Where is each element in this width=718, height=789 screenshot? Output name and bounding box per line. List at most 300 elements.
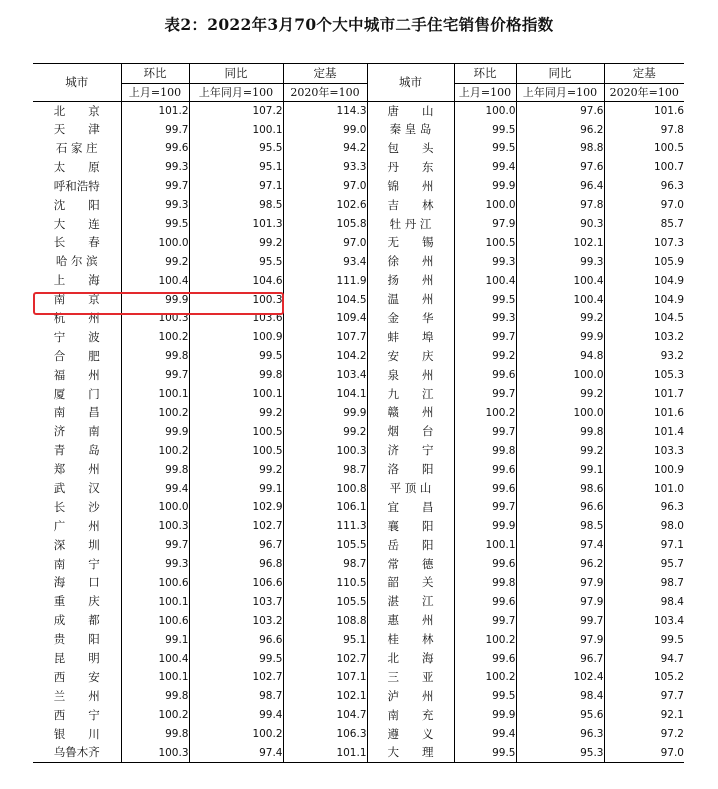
right-city-name: 九 江 — [367, 385, 454, 404]
table-row — [33, 385, 684, 404]
left-mom-value: 99.7 — [121, 177, 189, 196]
table-row — [33, 272, 684, 291]
left-base-value: 94.2 — [283, 139, 367, 158]
right-base-value: 93.2 — [604, 347, 684, 366]
right-base-value: 107.3 — [604, 234, 684, 253]
left-base-value: 93.4 — [283, 253, 367, 272]
left-yoy-value: 99.5 — [189, 347, 283, 366]
left-city-name: 南 京 — [53, 292, 100, 307]
left-mom-value: 99.1 — [121, 630, 189, 649]
city-header-right: 城市 — [367, 64, 454, 102]
right-mom-value: 99.2 — [454, 347, 516, 366]
right-city-name: 洛 阳 — [367, 460, 454, 479]
mom-subheader-left: 上月=100 — [121, 84, 189, 102]
left-yoy-value: 97.4 — [189, 744, 283, 763]
right-city-name: 安 庆 — [367, 347, 454, 366]
right-base-value: 105.3 — [604, 366, 684, 385]
left-city-name: 海 口 — [53, 575, 100, 590]
table-row — [33, 102, 684, 121]
table-row — [33, 744, 684, 763]
right-mom-value: 100.0 — [454, 196, 516, 215]
right-base-value: 104.9 — [604, 290, 684, 309]
left-yoy-value: 100.1 — [189, 120, 283, 139]
mom-header-left: 环比 — [121, 64, 189, 84]
left-yoy-value: 103.7 — [189, 593, 283, 612]
left-mom-value: 101.2 — [121, 102, 189, 121]
right-city-name: 大 理 — [367, 744, 454, 763]
right-city-name: 惠 州 — [367, 612, 454, 631]
right-mom-value: 99.6 — [454, 593, 516, 612]
right-mom-value: 99.6 — [454, 479, 516, 498]
right-city-name: 赣 州 — [367, 404, 454, 423]
right-yoy-value: 97.9 — [516, 574, 604, 593]
table-row — [33, 196, 684, 215]
left-city-name: 沈 阳 — [53, 197, 100, 212]
right-yoy-value: 100.4 — [516, 272, 604, 291]
left-yoy-value: 100.9 — [189, 328, 283, 347]
left-mom-value: 99.4 — [121, 479, 189, 498]
left-city-name: 青 岛 — [53, 443, 100, 458]
right-base-value: 97.7 — [604, 687, 684, 706]
left-base-value: 106.3 — [283, 725, 367, 744]
table-row — [33, 687, 684, 706]
table-row — [33, 366, 684, 385]
left-yoy-value: 96.6 — [189, 630, 283, 649]
left-base-value: 111.3 — [283, 517, 367, 536]
base-header-right: 定基 — [604, 64, 684, 84]
left-yoy-value: 98.7 — [189, 687, 283, 706]
left-city-name: 大 连 — [53, 216, 100, 231]
right-base-value: 98.0 — [604, 517, 684, 536]
table-row — [33, 234, 684, 253]
right-city-name: 丹 东 — [367, 158, 454, 177]
right-yoy-value: 102.4 — [516, 668, 604, 687]
right-city-name: 烟 台 — [367, 423, 454, 442]
right-base-value: 100.5 — [604, 139, 684, 158]
table-row — [33, 517, 684, 536]
table-row — [33, 404, 684, 423]
right-city-name: 包 头 — [367, 139, 454, 158]
left-yoy-value: 102.9 — [189, 498, 283, 517]
left-city-name: 石 家 庄 — [55, 140, 98, 155]
right-mom-value: 100.0 — [454, 102, 516, 121]
right-base-value: 97.0 — [604, 744, 684, 763]
right-base-value: 98.4 — [604, 593, 684, 612]
right-city-name: 蚌 埠 — [367, 328, 454, 347]
right-mom-value: 99.6 — [454, 555, 516, 574]
table-row — [33, 139, 684, 158]
left-base-value: 98.7 — [283, 555, 367, 574]
left-base-value: 100.3 — [283, 442, 367, 461]
left-city-name: 南 昌 — [53, 405, 100, 420]
right-city-name: 秦 皇 岛 — [367, 120, 454, 139]
left-base-value: 111.9 — [283, 272, 367, 291]
left-yoy-value: 99.2 — [189, 460, 283, 479]
left-yoy-value: 103.2 — [189, 612, 283, 631]
right-mom-value: 99.7 — [454, 498, 516, 517]
right-yoy-value: 95.6 — [516, 706, 604, 725]
left-yoy-value: 102.7 — [189, 668, 283, 687]
left-mom-value: 100.6 — [121, 574, 189, 593]
left-base-value: 102.6 — [283, 196, 367, 215]
left-base-value: 104.5 — [283, 290, 367, 309]
right-mom-value: 99.5 — [454, 744, 516, 763]
right-yoy-value: 99.2 — [516, 309, 604, 328]
left-base-value: 108.8 — [283, 612, 367, 631]
right-city-name: 北 海 — [367, 649, 454, 668]
table-row — [33, 347, 684, 366]
right-mom-value: 99.9 — [454, 177, 516, 196]
right-city-name: 平 顶 山 — [367, 479, 454, 498]
right-base-value: 95.7 — [604, 555, 684, 574]
left-city-name: 广 州 — [53, 518, 100, 533]
right-mom-value: 99.6 — [454, 460, 516, 479]
left-base-value: 104.2 — [283, 347, 367, 366]
table-row — [33, 215, 684, 234]
right-base-value: 101.6 — [604, 102, 684, 121]
right-yoy-value: 100.0 — [516, 366, 604, 385]
base-header-left: 定基 — [283, 64, 367, 84]
base-subheader-right: 2020年=100 — [604, 84, 684, 102]
left-yoy-value: 95.5 — [189, 139, 283, 158]
left-mom-value: 99.5 — [121, 215, 189, 234]
right-base-value: 96.3 — [604, 177, 684, 196]
right-yoy-value: 99.8 — [516, 423, 604, 442]
right-base-value: 103.4 — [604, 612, 684, 631]
table-row — [33, 120, 684, 139]
right-mom-value: 99.7 — [454, 612, 516, 631]
left-base-value: 106.1 — [283, 498, 367, 517]
left-yoy-value: 98.5 — [189, 196, 283, 215]
right-base-value: 100.9 — [604, 460, 684, 479]
left-city-name: 银 川 — [53, 726, 100, 741]
right-city-name: 温 州 — [367, 290, 454, 309]
right-base-value: 104.9 — [604, 272, 684, 291]
right-mom-value: 99.7 — [454, 423, 516, 442]
left-mom-value: 100.1 — [121, 385, 189, 404]
right-city-name: 唐 山 — [367, 102, 454, 121]
right-base-value: 100.7 — [604, 158, 684, 177]
table-row — [33, 536, 684, 555]
left-base-value: 100.8 — [283, 479, 367, 498]
right-yoy-value: 96.4 — [516, 177, 604, 196]
left-mom-value: 99.2 — [121, 253, 189, 272]
left-yoy-value: 99.5 — [189, 649, 283, 668]
right-base-value: 85.7 — [604, 215, 684, 234]
left-city-name: 哈 尔 滨 — [55, 254, 98, 269]
right-yoy-value: 97.4 — [516, 536, 604, 555]
right-yoy-value: 99.7 — [516, 612, 604, 631]
left-mom-value: 100.0 — [121, 498, 189, 517]
left-mom-value: 100.2 — [121, 442, 189, 461]
right-mom-value: 99.5 — [454, 290, 516, 309]
right-mom-value: 100.2 — [454, 404, 516, 423]
left-city-name: 天 津 — [53, 122, 100, 137]
left-base-value: 93.3 — [283, 158, 367, 177]
right-base-value: 97.8 — [604, 120, 684, 139]
right-mom-value: 100.4 — [454, 272, 516, 291]
right-yoy-value: 95.3 — [516, 744, 604, 763]
right-city-name: 扬 州 — [367, 272, 454, 291]
left-mom-value: 100.2 — [121, 404, 189, 423]
left-city-name: 西 安 — [53, 669, 100, 684]
table-row — [33, 253, 684, 272]
right-city-name: 济 宁 — [367, 442, 454, 461]
left-base-value: 103.4 — [283, 366, 367, 385]
left-city-name: 太 原 — [53, 159, 100, 174]
left-city-name: 济 南 — [53, 424, 100, 439]
left-mom-value: 100.3 — [121, 517, 189, 536]
table-row — [33, 290, 684, 309]
right-base-value: 97.0 — [604, 196, 684, 215]
left-base-value: 107.1 — [283, 668, 367, 687]
right-mom-value: 97.9 — [454, 215, 516, 234]
left-yoy-value: 95.5 — [189, 253, 283, 272]
left-base-value: 105.5 — [283, 593, 367, 612]
right-yoy-value: 97.8 — [516, 196, 604, 215]
right-base-value: 97.2 — [604, 725, 684, 744]
right-yoy-value: 98.4 — [516, 687, 604, 706]
right-base-value: 101.4 — [604, 423, 684, 442]
left-base-value: 98.7 — [283, 460, 367, 479]
right-mom-value: 100.2 — [454, 668, 516, 687]
left-yoy-value: 100.2 — [189, 725, 283, 744]
right-mom-value: 100.2 — [454, 630, 516, 649]
right-yoy-value: 98.5 — [516, 517, 604, 536]
right-base-value: 101.6 — [604, 404, 684, 423]
right-yoy-value: 97.9 — [516, 630, 604, 649]
left-city-name: 昆 明 — [53, 651, 100, 666]
right-yoy-value: 100.4 — [516, 290, 604, 309]
left-yoy-value: 100.5 — [189, 423, 283, 442]
table-row — [33, 328, 684, 347]
left-base-value: 109.4 — [283, 309, 367, 328]
left-yoy-value: 100.3 — [189, 290, 283, 309]
right-yoy-value: 97.9 — [516, 593, 604, 612]
left-base-value: 107.7 — [283, 328, 367, 347]
right-mom-value: 100.5 — [454, 234, 516, 253]
left-mom-value: 100.4 — [121, 649, 189, 668]
left-city-name: 呼和浩特 — [53, 178, 100, 193]
left-mom-value: 100.1 — [121, 593, 189, 612]
left-yoy-value: 99.1 — [189, 479, 283, 498]
left-yoy-value: 97.1 — [189, 177, 283, 196]
left-mom-value: 99.3 — [121, 196, 189, 215]
right-base-value: 105.2 — [604, 668, 684, 687]
right-city-name: 金 华 — [367, 309, 454, 328]
right-mom-value: 99.6 — [454, 649, 516, 668]
left-mom-value: 99.3 — [121, 555, 189, 574]
right-mom-value: 99.8 — [454, 442, 516, 461]
right-mom-value: 99.9 — [454, 706, 516, 725]
right-city-name: 韶 关 — [367, 574, 454, 593]
left-base-value: 104.1 — [283, 385, 367, 404]
table-row — [33, 498, 684, 517]
right-yoy-value: 96.3 — [516, 725, 604, 744]
left-mom-value: 100.1 — [121, 668, 189, 687]
left-city-name: 乌鲁木齐 — [53, 745, 100, 760]
left-city-name: 南 宁 — [53, 556, 100, 571]
right-mom-value: 99.9 — [454, 517, 516, 536]
right-yoy-value: 99.9 — [516, 328, 604, 347]
left-mom-value: 100.3 — [121, 309, 189, 328]
left-base-value: 101.1 — [283, 744, 367, 763]
left-city-name: 贵 阳 — [53, 632, 100, 647]
left-yoy-value: 103.6 — [189, 309, 283, 328]
left-city-name: 合 肥 — [53, 348, 100, 363]
right-city-name: 襄 阳 — [367, 517, 454, 536]
left-city-name: 西 宁 — [53, 707, 100, 722]
left-city-name: 武 汉 — [53, 481, 100, 495]
left-yoy-value: 101.3 — [189, 215, 283, 234]
table-row — [33, 158, 684, 177]
right-yoy-value: 97.6 — [516, 158, 604, 177]
yoy-subheader-left: 上年同月=100 — [189, 84, 283, 102]
left-mom-value: 99.8 — [121, 347, 189, 366]
left-mom-value: 99.3 — [121, 158, 189, 177]
left-yoy-value: 96.8 — [189, 555, 283, 574]
left-city-name: 深 圳 — [53, 537, 100, 552]
left-base-value: 105.5 — [283, 536, 367, 555]
right-base-value: 104.5 — [604, 309, 684, 328]
right-base-value: 103.2 — [604, 328, 684, 347]
right-base-value: 97.1 — [604, 536, 684, 555]
table-row — [33, 668, 684, 687]
left-base-value: 99.2 — [283, 423, 367, 442]
left-mom-value: 99.7 — [121, 120, 189, 139]
left-yoy-value: 99.2 — [189, 404, 283, 423]
left-base-value: 102.1 — [283, 687, 367, 706]
right-yoy-value: 94.8 — [516, 347, 604, 366]
right-mom-value: 99.4 — [454, 158, 516, 177]
yoy-header-left: 同比 — [189, 64, 283, 84]
left-base-value: 110.5 — [283, 574, 367, 593]
right-mom-value: 100.1 — [454, 536, 516, 555]
right-city-name: 岳 阳 — [367, 536, 454, 555]
right-city-name: 常 德 — [367, 555, 454, 574]
left-mom-value: 99.7 — [121, 536, 189, 555]
left-yoy-value: 102.7 — [189, 517, 283, 536]
right-base-value: 99.5 — [604, 630, 684, 649]
left-base-value: 95.1 — [283, 630, 367, 649]
right-mom-value: 99.5 — [454, 120, 516, 139]
right-mom-value: 99.5 — [454, 139, 516, 158]
right-yoy-value: 99.1 — [516, 460, 604, 479]
right-base-value: 98.7 — [604, 574, 684, 593]
right-yoy-value: 96.2 — [516, 555, 604, 574]
table-row — [33, 649, 684, 668]
left-city-name: 长 沙 — [53, 499, 100, 514]
left-mom-value: 100.2 — [121, 706, 189, 725]
right-base-value: 92.1 — [604, 706, 684, 725]
table-row — [33, 706, 684, 725]
right-city-name: 泸 州 — [367, 687, 454, 706]
right-yoy-value: 98.8 — [516, 139, 604, 158]
city-header-left: 城市 — [65, 74, 89, 89]
left-base-value: 99.9 — [283, 404, 367, 423]
left-yoy-value: 106.6 — [189, 574, 283, 593]
right-base-value: 101.0 — [604, 479, 684, 498]
mom-header-right: 环比 — [454, 64, 516, 84]
right-city-name: 宜 昌 — [367, 498, 454, 517]
right-mom-value: 99.5 — [454, 687, 516, 706]
right-yoy-value: 99.3 — [516, 253, 604, 272]
left-mom-value: 99.8 — [121, 725, 189, 744]
table-row — [33, 725, 684, 744]
right-yoy-value: 99.2 — [516, 442, 604, 461]
left-base-value: 104.7 — [283, 706, 367, 725]
left-city-name: 北 京 — [53, 103, 100, 118]
table-row — [33, 460, 684, 479]
right-city-name: 湛 江 — [367, 593, 454, 612]
left-base-value: 97.0 — [283, 177, 367, 196]
right-yoy-value: 99.2 — [516, 385, 604, 404]
right-city-name: 泉 州 — [367, 366, 454, 385]
left-city-name: 杭 州 — [53, 310, 100, 325]
right-mom-value: 99.8 — [454, 574, 516, 593]
right-city-name: 南 充 — [367, 706, 454, 725]
right-city-name: 徐 州 — [367, 253, 454, 272]
left-base-value: 99.0 — [283, 120, 367, 139]
left-base-value: 114.3 — [283, 102, 367, 121]
left-mom-value: 99.6 — [121, 139, 189, 158]
left-city-name: 厦 门 — [53, 386, 100, 401]
right-base-value: 103.3 — [604, 442, 684, 461]
left-yoy-value: 99.8 — [189, 366, 283, 385]
table-row — [33, 630, 684, 649]
right-city-name: 无 锡 — [367, 234, 454, 253]
left-mom-value: 100.0 — [121, 234, 189, 253]
left-yoy-value: 99.4 — [189, 706, 283, 725]
base-subheader-left: 2020年=100 — [283, 84, 367, 102]
right-yoy-value: 102.1 — [516, 234, 604, 253]
left-yoy-value: 107.2 — [189, 102, 283, 121]
left-yoy-value: 96.7 — [189, 536, 283, 555]
left-mom-value: 99.9 — [121, 423, 189, 442]
right-city-name: 三 亚 — [367, 668, 454, 687]
right-mom-value: 99.4 — [454, 725, 516, 744]
yoy-header-right: 同比 — [516, 64, 604, 84]
yoy-subheader-right: 上年同月=100 — [516, 84, 604, 102]
left-city-name: 福 州 — [53, 367, 100, 382]
mom-subheader-right: 上月=100 — [454, 84, 516, 102]
right-yoy-value: 96.2 — [516, 120, 604, 139]
right-yoy-value: 100.0 — [516, 404, 604, 423]
left-mom-value: 100.4 — [121, 272, 189, 291]
left-yoy-value: 100.1 — [189, 385, 283, 404]
table-row — [33, 479, 684, 498]
right-mom-value: 99.7 — [454, 385, 516, 404]
right-yoy-value: 96.7 — [516, 649, 604, 668]
table-row — [33, 423, 684, 442]
right-city-name: 遵 义 — [367, 725, 454, 744]
right-base-value: 94.7 — [604, 649, 684, 668]
left-base-value: 105.8 — [283, 215, 367, 234]
right-mom-value: 99.3 — [454, 253, 516, 272]
left-mom-value: 100.2 — [121, 328, 189, 347]
right-city-name: 吉 林 — [367, 196, 454, 215]
left-yoy-value: 99.2 — [189, 234, 283, 253]
table-row — [33, 593, 684, 612]
table-row — [33, 177, 684, 196]
left-city-name: 郑 州 — [53, 462, 100, 477]
left-city-name: 上 海 — [53, 273, 100, 288]
right-yoy-value: 96.6 — [516, 498, 604, 517]
left-base-value: 102.7 — [283, 649, 367, 668]
left-yoy-value: 100.5 — [189, 442, 283, 461]
left-city-name: 成 都 — [53, 613, 100, 628]
right-base-value: 105.9 — [604, 253, 684, 272]
